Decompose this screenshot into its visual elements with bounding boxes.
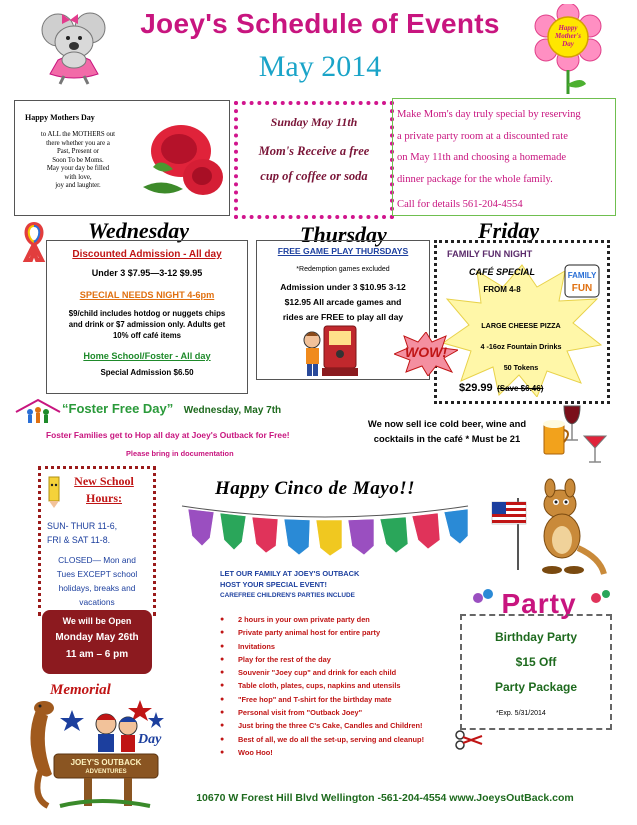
discounted-admission-price: Under 3 $7.95—3-12 $9.95 (91, 268, 203, 278)
mom-promo-line-2: a private party room at a discounted rate (397, 130, 568, 142)
friday-item-3: 50 Tokens (503, 363, 539, 372)
party-intro-3: CAREFREE CHILDREN'S PARTIES INCLUDE (220, 592, 355, 599)
mothers-line-5: May your day be filled (46, 165, 110, 172)
balloon-text-2: Mother's (554, 32, 582, 40)
friday-box (434, 240, 610, 404)
foster-line: Foster Families get to Hop all day at Joey's Outback for Free! (46, 430, 290, 440)
party-item: ● Souvenir "Joey cup" and drink for each child (220, 666, 424, 679)
closed-line-1: CLOSED— Mon and (58, 555, 136, 565)
beer-line-2: cocktails in the café * Must be 21 (373, 433, 521, 444)
coupon-expiration: *Exp. 5/31/2014 (496, 710, 546, 717)
closed-line-4: vacations (79, 597, 115, 607)
mothers-line-6: with love, (64, 173, 92, 181)
mothers-line-7: joy and laughter. (55, 182, 101, 189)
coupon-line-2: $15 Off (515, 655, 557, 669)
friday-time: FROM 4-8 (483, 285, 521, 294)
foster-date: Wednesday, May 7th (183, 405, 282, 416)
school-hours-title-1: New School (74, 474, 134, 488)
wow-text: WOW! (405, 344, 447, 360)
mothers-line-2: there whether you are a (46, 139, 110, 147)
thursday-heading: Thursday (300, 222, 387, 247)
party-item: ● Play for the rest of the day (220, 653, 424, 666)
arcade-kid-image (300, 320, 366, 380)
foster-note: Please bring in documentation (126, 449, 234, 458)
party-item: ● Best of all, we do all the set-up, serving and cleanup! (220, 733, 424, 746)
friday-cafe-special: CAFÉ SPECIAL (468, 267, 535, 277)
closed-line-3: holidays, breaks and (58, 583, 136, 593)
ribbon-icon (22, 222, 46, 262)
friday-price: $29.99 (459, 382, 493, 394)
sunday-line-1: Mom's Receive a free (258, 144, 370, 158)
family-fun-line-2: FUN (571, 283, 593, 294)
birthday-coupon (460, 614, 612, 730)
party-intro-1: LET OUR FAMILY AT JOEY'S OUTBACK (220, 569, 360, 578)
party-item: ● Invitations (220, 640, 424, 653)
wow-starburst (394, 332, 458, 376)
kangaroo-flag-image (488, 478, 608, 578)
coupon-line-1: Birthday Party (494, 630, 578, 644)
cinco-title: Happy Cinco de Mayo!! (215, 478, 415, 499)
wednesday-box (46, 240, 248, 394)
mothers-day-flower-balloon (528, 4, 608, 96)
family-fun-logo (563, 263, 601, 299)
party-item: ● Private party animal host for entire party (220, 626, 424, 639)
school-hours-title-2: Hours: (86, 491, 122, 505)
party-banner-text: Party (501, 588, 577, 619)
day-word: Day (138, 732, 162, 747)
sunday-line-2: cup of coffee or soda (260, 169, 368, 183)
party-features-list (220, 613, 424, 759)
mothers-day-card (14, 100, 230, 216)
thursday-title: FREE GAME PLAY THURSDAYS (277, 246, 409, 256)
koala-mascot-image (28, 8, 120, 86)
friday-item-1: LARGE CHEESE PIZZA (481, 321, 561, 330)
roses-image (123, 107, 227, 211)
month-heading: May 2014 (258, 50, 382, 83)
page-title: Joey's Schedule of Events (140, 8, 500, 39)
open-line-2: Monday May 26th (55, 632, 139, 643)
mom-promo-line-3: on May 11th and choosing a homemade (397, 152, 567, 163)
papel-picado-banner (180, 498, 470, 558)
special-needs-line-1: $9/child includes hotdog or nuggets chips (68, 309, 226, 318)
special-needs-line-3: 10% off café items (112, 331, 182, 340)
drinks-image (540, 400, 610, 466)
sunday-promo-box (234, 101, 394, 219)
special-needs-title: SPECIAL NEEDS NIGHT 4-6pm (79, 290, 215, 300)
party-intro-2: HOST YOUR SPECIAL EVENT! (220, 580, 327, 589)
balloon-text-3: Day (562, 40, 574, 48)
discounted-admission-title: Discounted Admission - All day (72, 249, 222, 260)
home-school-title: Home School/Foster - All day (83, 351, 211, 361)
party-item: ● Personal visit from "Outback Joey" (220, 706, 424, 719)
footer-contact: 10670 W Forest Hill Blvd Wellington -561-204-4554 www.JoeysOutBack.com (196, 792, 574, 804)
friday-item-2: 4 -16oz Fountain Drinks (480, 342, 562, 351)
mothers-line-3: Past, Present or (56, 148, 100, 155)
party-item: ● "Free hop" and T-shirt for the birthday mate (220, 693, 424, 706)
thursday-line-1: Admission under 3 $10.95 3-12 (280, 282, 406, 292)
mothers-line-4: Soon To be Moms. (52, 156, 104, 164)
friday-save: (Save $6.46) (497, 384, 544, 393)
school-hours-box (38, 466, 156, 616)
coupon-line-3: Party Package (494, 680, 578, 694)
open-line-1: We will be Open (62, 616, 132, 626)
closed-line-2: Tues EXCEPT school (56, 569, 138, 579)
wednesday-heading: Wednesday (88, 218, 190, 243)
memorial-day-graphic (20, 680, 168, 815)
mom-promo-line-4: dinner package for the whole family. (397, 173, 553, 185)
mom-promo-box (392, 98, 616, 216)
friday-title: FAMILY FUN NIGHT (447, 249, 533, 259)
scissors-icon (454, 730, 484, 750)
beer-line-1: We now sell ice cold beer, wine and (367, 418, 527, 429)
mom-promo-call: Call for details 561-204-4554 (397, 199, 523, 210)
mothers-card-title: Happy Mothers Day (25, 113, 95, 122)
open-monday-box (42, 610, 152, 674)
foster-title: “Foster Free Day” (62, 401, 174, 416)
home-school-price: Special Admission $6.50 (100, 368, 194, 377)
family-fun-line-1: FAMILY (567, 271, 597, 280)
thursday-line-3: rides are FREE to play all day (282, 312, 404, 322)
friday-heading: Friday (478, 218, 540, 243)
school-hours-line-2: FRI & SAT 11-8. (47, 535, 111, 545)
school-hours-line-1: SUN- THUR 11-6, (47, 521, 118, 531)
memorial-sign-text: JOEY'S OUTBACK (70, 758, 142, 767)
memorial-sign-text-2: ADVENTURES (85, 769, 127, 775)
mom-promo-line-1: Make Mom's day truly special by reserving (397, 109, 581, 120)
thursday-line-2: $12.95 All arcade games and (284, 297, 402, 307)
open-line-3: 11 am – 6 pm (65, 649, 129, 660)
party-item: ● 2 hours in your own private party den (220, 613, 424, 626)
party-item: ● Just bring the three C's Cake, Candles and Children! (220, 719, 424, 732)
party-item: ● Table cloth, plates, cups, napkins and utensils (220, 679, 424, 692)
party-item: ● Woo Hoo! (220, 746, 424, 759)
memorial-word: Memorial (50, 682, 111, 698)
house-family-icon (14, 398, 62, 424)
thursday-note: *Redemption games excluded (296, 266, 390, 273)
special-needs-line-2: and drink or $7 admission only. Adults get (68, 320, 226, 329)
sunday-date: Sunday May 11th (270, 115, 358, 129)
mothers-line-1: to ALL the MOTHERS out (40, 131, 116, 138)
balloon-text-1: Happy (558, 24, 578, 32)
